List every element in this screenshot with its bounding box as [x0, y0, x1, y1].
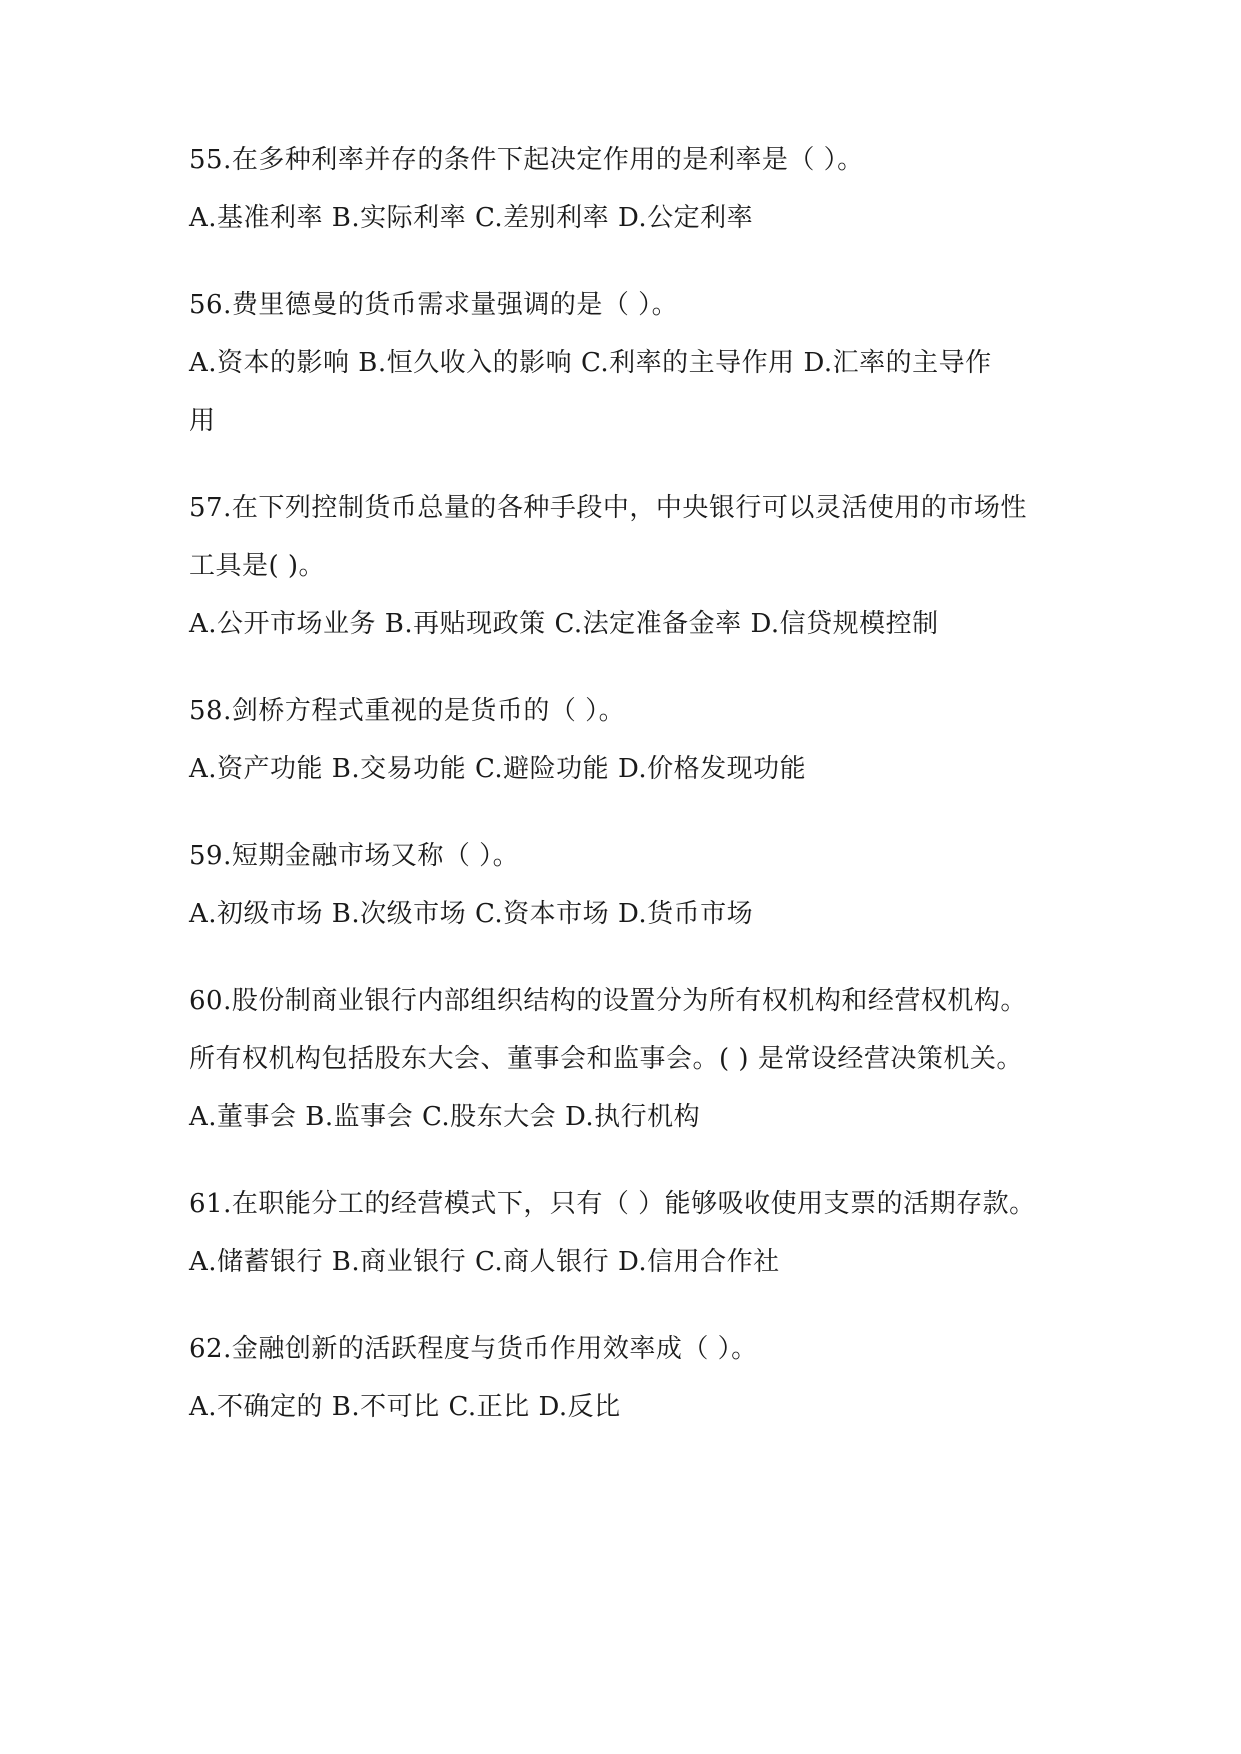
question-58-text: 58.剑桥方程式重视的是货币的（ ）。 [189, 696, 626, 726]
question-61-options: A.储蓄银行 B.商业银行 C.商人银行 D.信用合作社 [189, 1247, 780, 1277]
question-56-options: A.资本的影响 B.恒久收入的影响 C.利率的主导作用 D.汇率的主导作 [189, 348, 992, 378]
question-59-options: A.初级市场 B.次级市场 C.资本市场 D.货币市场 [189, 899, 754, 929]
question-57-options: A.公开市场业务 B.再贴现政策 C.法定准备金率 D.信贷规模控制 [189, 609, 939, 639]
question-60-text: 60.股份制商业银行内部组织结构的设置分为所有权机构和经营权机构。 [189, 986, 1027, 1016]
question-62-options: A.不确定的 B.不可比 C.正比 D.反比 [189, 1392, 621, 1422]
question-56-options-cont: 用 [189, 406, 216, 436]
question-61-text: 61.在职能分工的经营模式下，只有（ ）能够吸收使用支票的活期存款。 [189, 1189, 1036, 1219]
question-60-text-cont: 所有权机构包括股东大会、董事会和监事会。( ) 是常设经营决策机关。 [189, 1044, 1023, 1074]
question-59-text: 59.短期金融市场又称（ ）。 [189, 841, 520, 871]
question-55-options: A.基准利率 B.实际利率 C.差别利率 D.公定利率 [189, 203, 754, 233]
question-58-options: A.资产功能 B.交易功能 C.避险功能 D.价格发现功能 [189, 754, 807, 784]
question-62-text: 62.金融创新的活跃程度与货币作用效率成（ ）。 [189, 1334, 758, 1364]
question-60-options: A.董事会 B.监事会 C.股东大会 D.执行机构 [189, 1102, 701, 1132]
question-57-text: 57.在下列控制货币总量的各种手段中，中央银行可以灵活使用的市场性 [189, 493, 1027, 523]
question-57-text-cont: 工具是( )。 [189, 551, 326, 581]
question-55-text: 55.在多种利率并存的条件下起决定作用的是利率是（ ）。 [189, 145, 864, 175]
question-56-text: 56.费里德曼的货币需求量强调的是（ ）。 [189, 290, 679, 320]
